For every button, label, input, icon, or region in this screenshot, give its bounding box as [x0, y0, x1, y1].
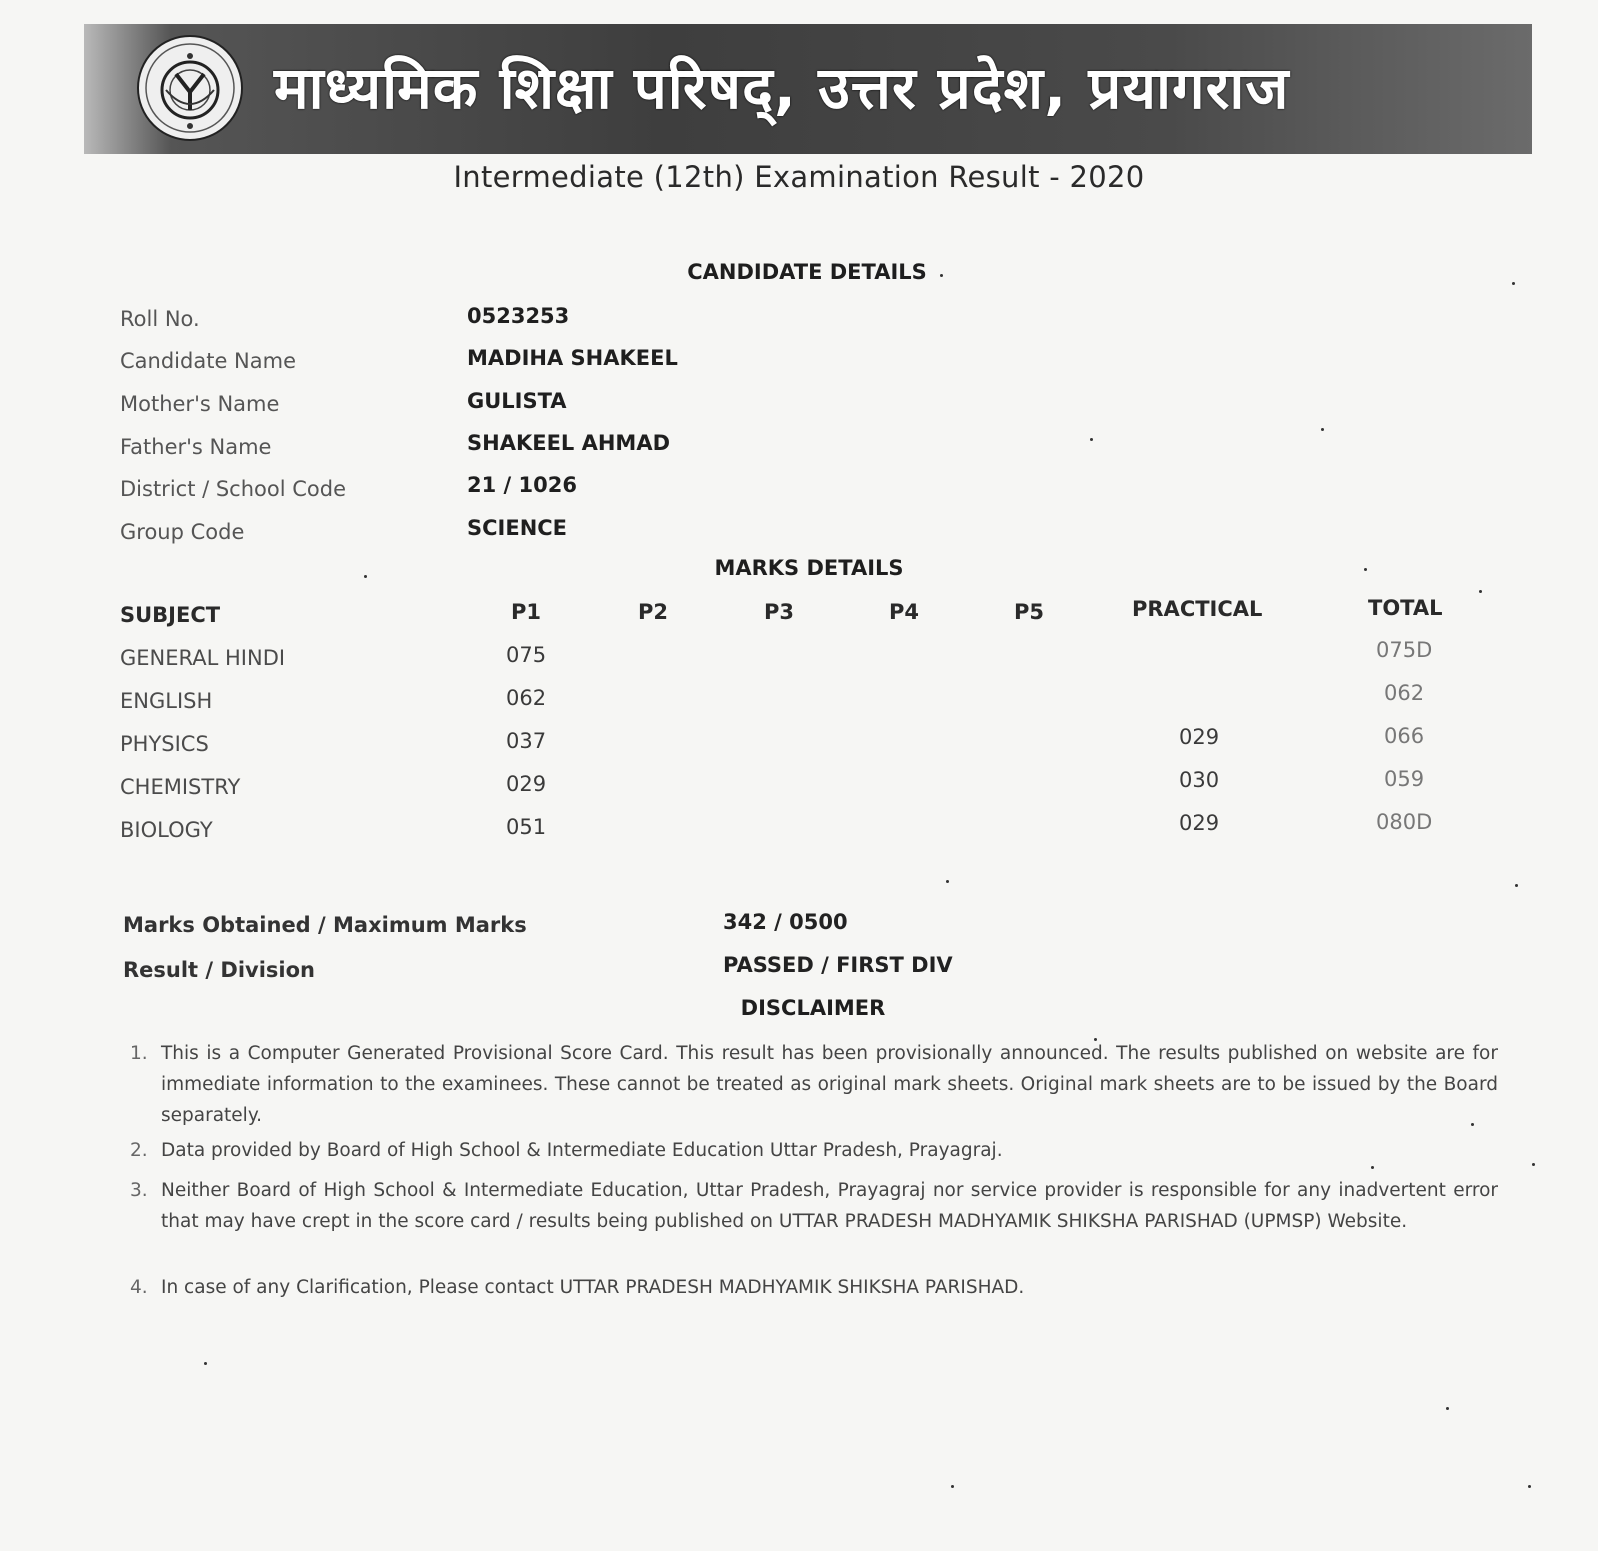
subject-chemistry: CHEMISTRY — [120, 775, 241, 799]
result-division-label: Result / Division — [123, 958, 315, 982]
father-name-value: SHAKEEL AHMAD — [467, 431, 671, 455]
scan-speck — [1364, 568, 1367, 571]
disclaimer-item-text: Data provided by Board of High School & Intermediate Education Uttar Pradesh, Prayagraj. — [161, 1140, 1003, 1161]
scan-speck — [946, 880, 949, 883]
scan-speck — [1479, 590, 1482, 593]
scan-speck — [951, 1485, 954, 1488]
disclaimer-item — [130, 1175, 1498, 1237]
practical-biology: 029 — [1179, 811, 1220, 835]
marks-obtained-value: 342 / 0500 — [723, 910, 848, 934]
roll-no-label: Roll No. — [120, 307, 200, 331]
scan-speck — [1471, 1123, 1474, 1126]
mother-name-label: Mother's Name — [120, 392, 280, 416]
scan-speck — [1528, 1485, 1531, 1488]
scan-speck — [1094, 1038, 1097, 1041]
practical-physics: 029 — [1179, 725, 1220, 749]
col-header-p2: P2 — [638, 600, 669, 624]
scan-speck — [1515, 884, 1518, 887]
col-header-practical: PRACTICAL — [1132, 597, 1263, 621]
scan-speck — [1321, 428, 1324, 431]
disclaimer-item — [130, 1038, 1498, 1131]
col-header-subject: SUBJECT — [120, 603, 221, 627]
scan-speck — [204, 1362, 207, 1365]
district-school-code-label: District / School Code — [120, 477, 347, 501]
col-header-p1: P1 — [511, 600, 542, 624]
col-header-p4: P4 — [889, 600, 920, 624]
disclaimer-item-number: 4. — [130, 1277, 148, 1298]
subject-english: ENGLISH — [120, 689, 213, 713]
total-chemistry: 059 — [1384, 767, 1425, 791]
disclaimer-item — [130, 1272, 1498, 1303]
disclaimer-heading: DISCLAIMER — [740, 996, 886, 1020]
disclaimer-item — [130, 1135, 1498, 1166]
candidate-details-heading: CANDIDATE DETAILS — [687, 260, 927, 284]
roll-no-value: 0523253 — [467, 304, 570, 328]
scan-speck — [1446, 1407, 1449, 1410]
disclaimer-item-text: This is a Computer Generated Provisional Score Card. This result has been provisionally announced. The results published on website are for immediate information to the examinees. These cannot be treated as original mark sheets. Original mark sheets are to be issued by the Board separately. — [161, 1043, 1498, 1126]
scan-speck — [1532, 1163, 1535, 1166]
col-header-p5: P5 — [1014, 600, 1045, 624]
p1-physics: 037 — [506, 729, 547, 753]
subject-general-hindi: GENERAL HINDI — [120, 646, 286, 670]
result-division-value: PASSED / FIRST DIV — [723, 953, 953, 977]
candidate-name-label: Candidate Name — [120, 349, 296, 373]
p1-english: 062 — [506, 686, 547, 710]
scan-speck — [940, 274, 943, 277]
p1-biology: 051 — [506, 815, 547, 839]
disclaimer-item-text: In case of any Clarification, Please contact UTTAR PRADESH MADHYAMIK SHIKSHA PARISHAD. — [161, 1277, 1025, 1298]
mother-name-value: GULISTA — [467, 389, 567, 413]
board-seal-icon — [136, 34, 244, 142]
disclaimer-item-number: 1. — [130, 1043, 148, 1064]
total-physics: 066 — [1384, 724, 1425, 748]
father-name-label: Father's Name — [120, 435, 272, 459]
marks-obtained-label: Marks Obtained / Maximum Marks — [123, 913, 527, 937]
disclaimer-item-text: Neither Board of High School & Intermediate Education, Uttar Pradesh, Prayagraj nor service provider is responsible for any inadvertent error that may have crept in the score card / results being published on UTTAR PRADESH MADHYAMIK SHIKSHA PARISHAD (UPMSP) Website. — [161, 1180, 1498, 1232]
candidate-name-value: MADIHA SHAKEEL — [467, 346, 678, 370]
disclaimer-item-number: 2. — [130, 1140, 148, 1161]
scan-speck — [1371, 1166, 1374, 1169]
subject-physics: PHYSICS — [120, 732, 209, 756]
group-code-value: SCIENCE — [467, 516, 568, 540]
disclaimer-item-number: 3. — [130, 1180, 148, 1201]
p1-general-hindi: 075 — [506, 643, 547, 667]
district-school-code-value: 21 / 1026 — [467, 473, 577, 497]
scan-speck — [364, 575, 367, 578]
total-biology: 080D — [1376, 810, 1433, 834]
total-english: 062 — [1384, 681, 1425, 705]
board-name-hindi: माध्यमिक शिक्षा परिषद्, उत्तर प्रदेश, प्रयागराज — [274, 54, 1290, 122]
subject-biology: BIOLOGY — [120, 818, 213, 842]
col-header-p3: P3 — [764, 600, 795, 624]
group-code-label: Group Code — [120, 520, 245, 544]
header-banner — [84, 24, 1532, 154]
exam-title: Intermediate (12th) Examination Result - 2020 — [453, 160, 1145, 194]
p1-chemistry: 029 — [506, 772, 547, 796]
practical-chemistry: 030 — [1179, 768, 1220, 792]
scan-speck — [1512, 282, 1515, 285]
marks-details-heading: MARKS DETAILS — [714, 556, 904, 580]
col-header-total: TOTAL — [1368, 596, 1443, 620]
total-general-hindi: 075D — [1376, 638, 1433, 662]
scan-speck — [1090, 438, 1093, 441]
